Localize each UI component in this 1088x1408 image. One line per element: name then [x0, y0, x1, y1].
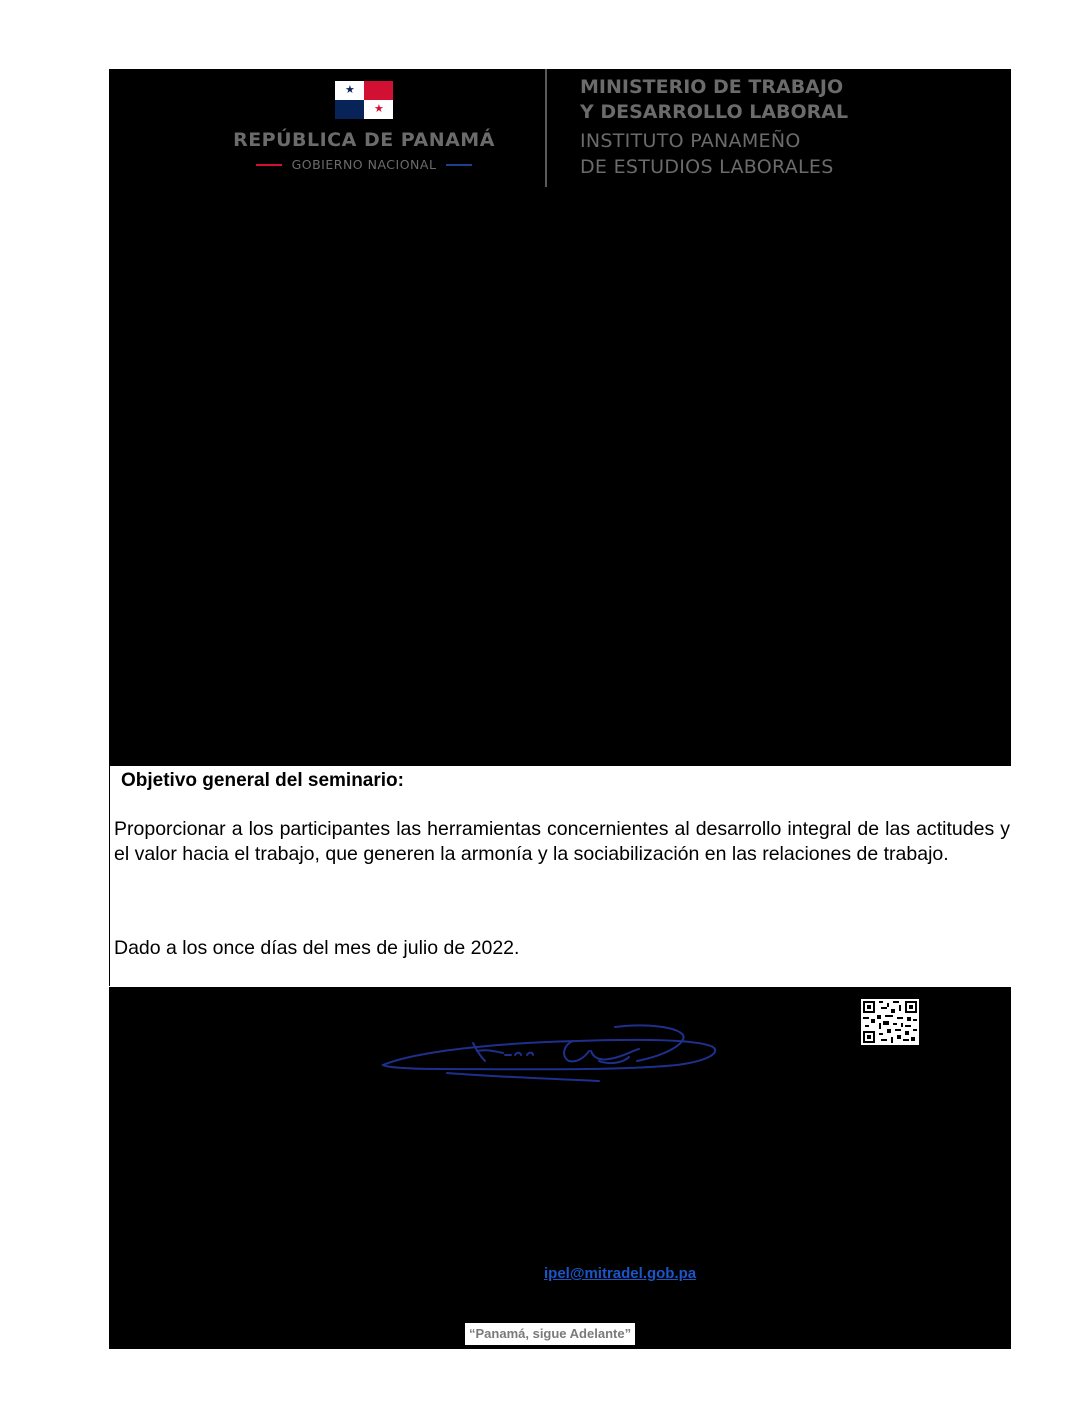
header-divider: [545, 69, 547, 187]
institute-line-2: DE ESTUDIOS LABORALES: [580, 156, 834, 178]
blue-star-icon: ★: [345, 84, 355, 96]
objective-title: Objetivo general del seminario:: [121, 770, 404, 791]
issue-date-text: Dado a los once días del mes de julio de 2022.: [114, 937, 520, 959]
government-logo: [219, 81, 509, 191]
institute-line-1: INSTITUTO PANAMEÑO: [580, 130, 801, 152]
qr-code-icon: [861, 999, 919, 1045]
seminar-content: [109, 766, 1011, 986]
government-name: GOBIERNO NACIONAL: [291, 157, 437, 172]
red-star-icon: ★: [374, 103, 384, 115]
panama-flag-icon: [335, 81, 393, 119]
objective-text: Proporcionar a los participantes las herramientas concernientes al desarrollo integral de las actitudes y el valor hacia el trabajo, que generen la armonía y la sociabilización en las relaciones de trabajo.: [114, 818, 1010, 865]
ministry-line-1: MINISTERIO DE TRABAJO: [580, 76, 844, 98]
footer-block: [109, 987, 1011, 1349]
red-rule: [256, 164, 282, 166]
header-block: [109, 69, 1011, 766]
ministry-line-2: Y DESARROLLO LABORAL: [580, 101, 849, 123]
republic-name: REPÚBLICA DE PANAMÁ: [233, 129, 495, 151]
signature-icon: [377, 1021, 721, 1093]
government-row: [219, 157, 509, 172]
ministry-logo: [580, 75, 1000, 180]
slogan: “Panamá, sigue Adelante”: [465, 1323, 635, 1345]
contact-email-link[interactable]: ipel@mitradel.gob.pa: [544, 1265, 697, 1282]
blue-rule: [446, 164, 472, 166]
